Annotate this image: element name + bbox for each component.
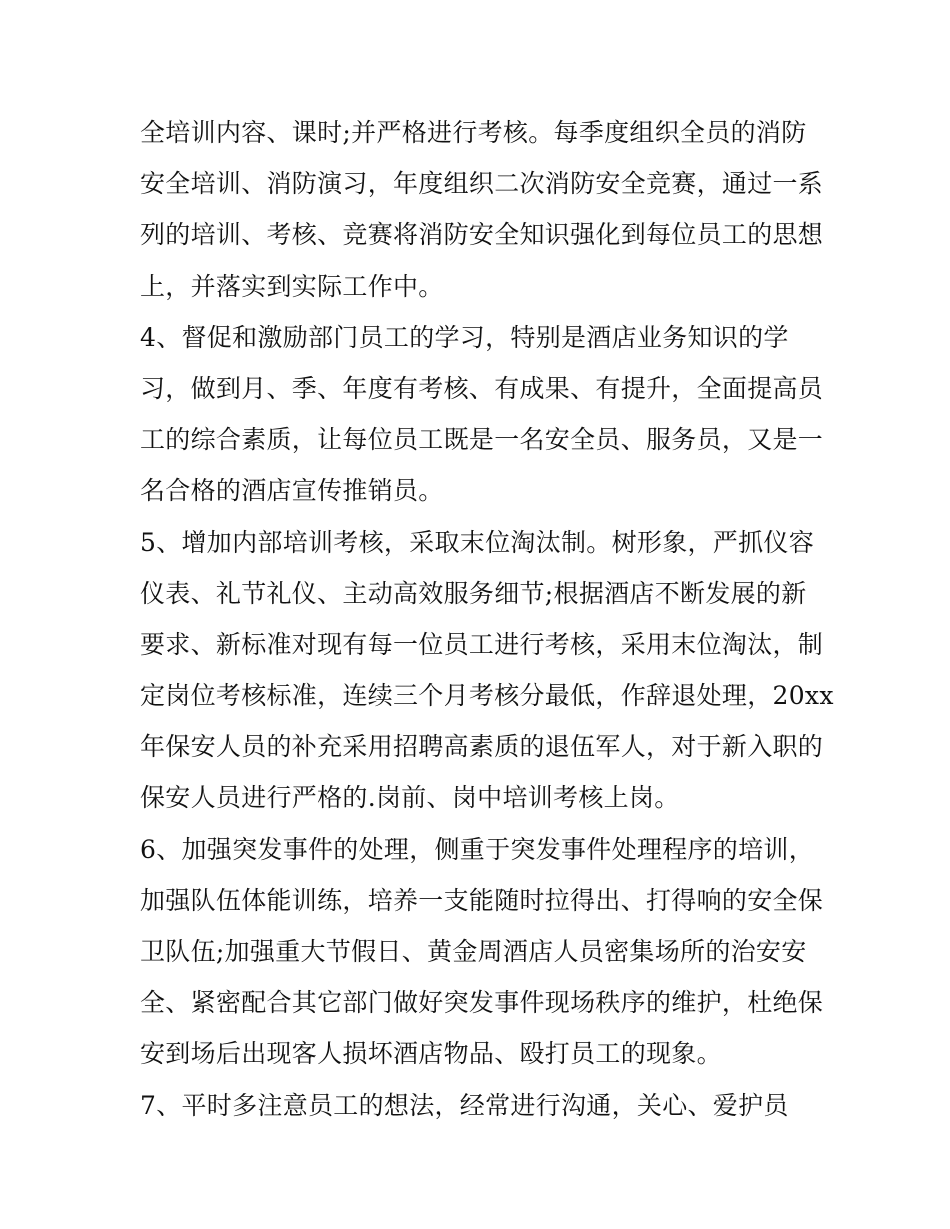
text-line: 名合格的酒店宣传推销员。 <box>140 476 444 506</box>
text-line: 仪表、礼节礼仪、主动高效服务细节;根据酒店不断发展的新 <box>140 578 807 608</box>
text-line: 加强队伍体能训练，培养一支能随时拉得出、打得响的安全保 <box>140 885 824 915</box>
text-line: 工的综合素质，让每位员工既是一名安全员、服务员，又是一 <box>140 425 824 455</box>
text-line: 4、督促和激励部门员工的学习，特别是酒店业务知识的学 <box>140 322 789 352</box>
text-line: 卫队伍;加强重大节假日、黄金周酒店人员密集场所的治安安 <box>140 937 807 966</box>
text-line: 上，并落实到实际工作中。 <box>140 271 444 301</box>
text-line: 全、紧密配合其它部门做好突发事件现场秩序的维护，杜绝保 <box>140 988 824 1018</box>
text-line: 定岗位考核标准，连续三个月考核分最低，作辞退处理，20xx <box>140 681 834 711</box>
text-line: 习，做到月、季、年度有考核、有成果、有提升，全面提高员 <box>140 373 824 403</box>
text-line: 5、增加内部培训考核，采取末位淘汰制。树形象，严抓仪容 <box>140 527 815 557</box>
document-body <box>140 107 834 1131</box>
text-line: 全培训内容、课时;并严格进行考核。每季度组织全员的消防 <box>140 118 807 147</box>
text-line: 年保安人员的补充采用招聘高素质的退伍军人，对于新入职的 <box>140 732 824 762</box>
text-line: 安全培训、消防演习，年度组织二次消防安全竞赛，通过一系 <box>140 169 824 199</box>
text-line: 6、加强突发事件的处理，侧重于突发事件处理程序的培训， <box>140 834 815 864</box>
text-line: 7、平时多注意员工的想法，经常进行沟通，关心、爱护员 <box>140 1090 789 1120</box>
text-line: 安到场后出现客人损坏酒店物品、殴打员工的现象。 <box>140 1039 722 1069</box>
text-line: 保安人员进行严格的.岗前、岗中培训考核上岗。 <box>140 783 680 813</box>
text-line: 列的培训、考核、竞赛将消防安全知识强化到每位员工的思想 <box>140 220 824 250</box>
text-line: 要求、新标准对现有每一位员工进行考核，采用末位淘汰，制 <box>140 629 824 659</box>
